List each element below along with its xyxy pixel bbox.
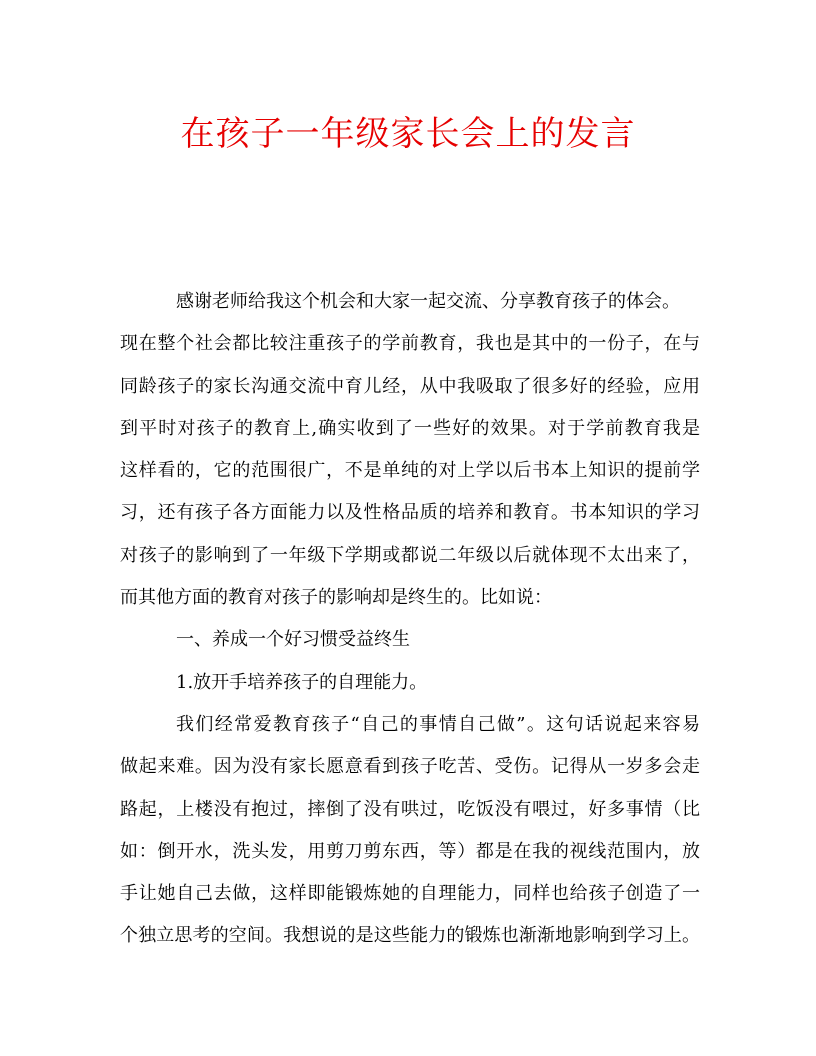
document-title: 在孩子一年级家长会上的发言 (180, 114, 636, 154)
document-body (120, 281, 700, 958)
paragraph-line: 习，还有孩子各方面能力以及性格品质的培养和教育。书本知识的学习 (120, 502, 700, 524)
subsection-heading: 1.放开手培养孩子的自理能力。 (176, 671, 428, 693)
paragraph-line: 而其他方面的教育对孩子的影响却是终生的。比如说： (120, 587, 552, 609)
section-heading: 一、养成一个好习惯受益终生 (176, 629, 410, 651)
paragraph-line: 路起，上楼没有抱过，摔倒了没有哄过，吃饭没有喂过，好多事情（比 (120, 798, 700, 820)
paragraph-line: 到平时对孩子的教育上,确实收到了一些好的效果。对于学前教育我是 (120, 417, 700, 439)
paragraph-line: 这样看的，它的范围很广，不是单纯的对上学以后书本上知识的提前学 (120, 460, 700, 482)
paragraph-line: 如：倒开水，洗头发，用剪刀剪东西，等）都是在我的视线范围内，放 (120, 840, 700, 862)
paragraph-line: 对孩子的影响到了一年级下学期或都说二年级以后就体现不太出来了， (120, 544, 700, 566)
paragraph-line: 做起来难。因为没有家长愿意看到孩子吃苦、受伤。记得从一岁多会走 (120, 756, 700, 778)
paragraph-line: 感谢老师给我这个机会和大家一起交流、分享教育孩子的体会。 (176, 291, 680, 312)
paragraph-line: 现在整个社会都比较注重孩子的学前教育，我也是其中的一份子，在与 (120, 333, 700, 355)
paragraph-line: 同龄孩子的家长沟通交流中育儿经，从中我吸取了很多好的经验，应用 (120, 375, 700, 397)
paragraph-line: 手让她自己去做，这样即能锻炼她的自理能力，同样也给孩子创造了一 (120, 883, 700, 905)
paragraph-line: 个独立思考的空间。我想说的是这些能力的锻炼也渐渐地影响到学习上。 (120, 925, 700, 947)
paragraph-line: 我们经常爱教育孩子“自己的事情自己做”。这句话说起来容易 (176, 713, 700, 735)
